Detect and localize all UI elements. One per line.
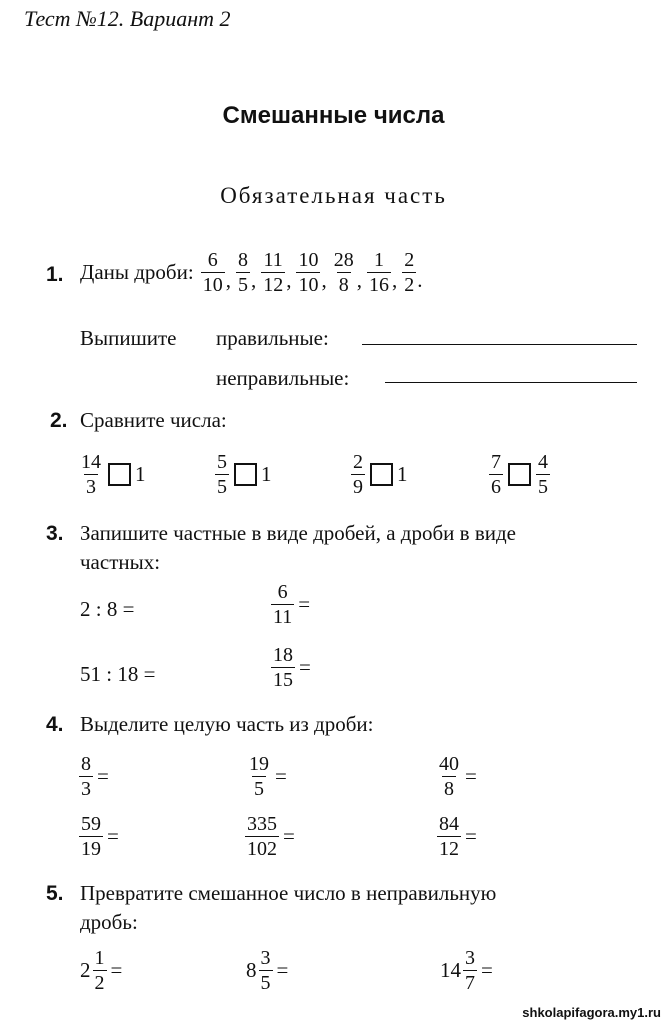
page-title: Смешанные числа (222, 102, 445, 129)
task-1-text: Даны дроби: (80, 260, 194, 284)
task-5-number: 5. (46, 882, 64, 905)
compare-box[interactable] (108, 463, 131, 486)
task-1-improper-label: неправильные: (216, 366, 350, 390)
answer-line-proper[interactable] (362, 344, 637, 345)
quotient-item: 2 : 8 = (80, 597, 135, 621)
task-3-text-line2: частных: (80, 550, 161, 574)
fraction-item: $\frac{40}{8}$ = (439, 753, 477, 800)
watermark: shkolapifagora.my1.ru (522, 1005, 661, 1020)
compare-item: $\frac{5}{5}$ 1 (217, 451, 272, 498)
task-4-number: 4. (46, 713, 64, 736)
fraction-item: $\frac{19}{5}$ = (249, 753, 287, 800)
task-1-write-label: Выпишите (80, 326, 177, 350)
compare-item: $\frac{7}{6}$ $\frac{4}{5}$ (491, 451, 548, 498)
mixed-number-item: 2 $\frac{1}{2}$ = (80, 947, 123, 994)
fraction: $\frac{8}{5}$ (237, 249, 248, 296)
section-title: Обязательная часть (220, 183, 447, 208)
quotient-item: 51 : 18 = (80, 662, 156, 686)
fraction-item: $\frac{59}{19}$ = (81, 813, 119, 860)
task-1-fractions-row: Даны дроби: $\frac{6}{10}$ , $\frac{8}{5}$ , $\frac{11}{12}$ , $\frac{10}{10}$ , $\frac{28}{8}$ , $\frac{1}{16}$ , $\frac{2}{2}$ . (80, 249, 423, 296)
compare-item: $\frac{2}{9}$ 1 (353, 451, 408, 498)
task-1-number: 1. (46, 263, 64, 286)
mixed-number-item: 14 $\frac{3}{7}$ = (440, 947, 493, 994)
fraction-item: $\frac{84}{12}$ = (439, 813, 477, 860)
answer-line-improper[interactable] (385, 382, 637, 383)
fraction-item: $\frac{18}{15}$ = (273, 644, 311, 691)
task-2-number: 2. (50, 409, 68, 432)
task-5-text-line1: Превратите смешанное число в неправильную (80, 881, 497, 905)
fraction: $\frac{2}{2}$ (404, 249, 415, 296)
fraction-item: $\frac{335}{102}$ = (247, 813, 295, 860)
fraction: $\frac{1}{16}$ (368, 249, 389, 296)
fraction: $\frac{28}{8}$ (333, 249, 354, 296)
task-1-proper-label: правильные: (216, 326, 329, 350)
test-title: Тест №12. Вариант 2 (24, 6, 231, 31)
compare-item: $\frac{14}{3}$ 1 (81, 451, 146, 498)
task-2-text: Сравните числа: (80, 408, 227, 432)
mixed-number-item: 8 $\frac{3}{5}$ = (246, 947, 289, 994)
task-3-text-line1: Запишите частные в виде дробей, а дроби в виде (80, 521, 516, 545)
fraction: $\frac{6}{10}$ (202, 249, 223, 296)
fraction: $\frac{11}{12}$ (263, 249, 284, 296)
task-4-text: Выделите целую часть из дроби: (80, 712, 374, 736)
fraction: $\frac{10}{10}$ (298, 249, 319, 296)
fraction-item: $\frac{6}{11}$ = (273, 581, 311, 628)
task-3-number: 3. (46, 522, 64, 545)
compare-box[interactable] (234, 463, 257, 486)
fraction-item: $\frac{8}{3}$ = (81, 753, 109, 800)
task-5-text-line2: дробь: (80, 910, 138, 934)
compare-box[interactable] (508, 463, 531, 486)
compare-box[interactable] (370, 463, 393, 486)
